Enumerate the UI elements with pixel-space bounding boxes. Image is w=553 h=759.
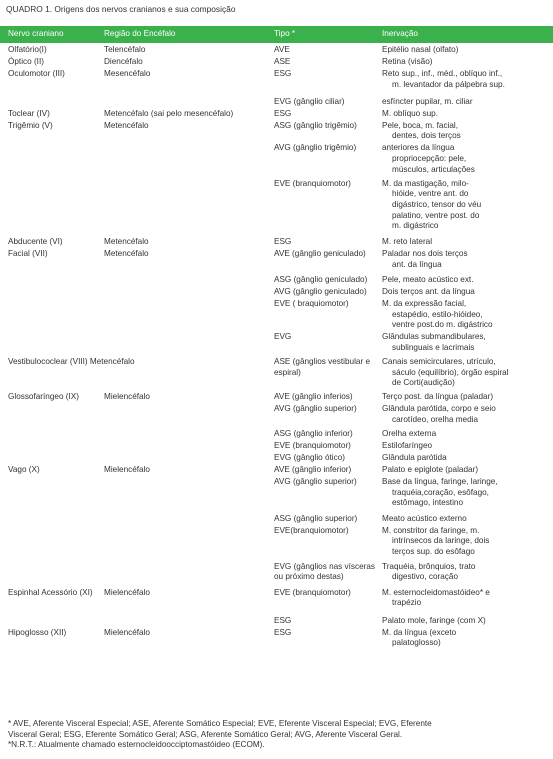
cell-line: AVG (gânglio trigêmio) <box>274 143 357 153</box>
table-row <box>0 69 553 97</box>
cell-line: músculos, articulações <box>392 164 475 174</box>
table-row <box>0 287 553 299</box>
table-row <box>0 588 553 616</box>
cell-nervo <box>8 109 50 120</box>
cell-inervacao <box>382 109 438 120</box>
cell-line: M. esternocleidomastóideo* e <box>382 587 490 597</box>
cell-inervacao <box>382 249 468 270</box>
cell-line: sublinguais e lacrimais <box>392 342 475 352</box>
cell-line: Terço post. da língua (paladar) <box>382 392 494 402</box>
table-row <box>0 97 553 109</box>
cell-line: ESG <box>274 615 292 625</box>
cell-inervacao <box>382 237 432 248</box>
cell-line: Metencéfalo <box>104 120 149 130</box>
cell-line: ESG <box>274 108 292 118</box>
cell-inervacao <box>382 332 486 353</box>
cell-tipo <box>274 69 291 80</box>
cell-tipo <box>274 588 351 599</box>
cell-nervo <box>8 237 63 248</box>
cell-line: hióide, ventre ant. do <box>392 189 469 199</box>
cell-regiao <box>104 249 149 260</box>
cell-line: AVG (gânglio geniculado) <box>274 287 367 297</box>
cell-tipo <box>274 465 351 476</box>
cell-line: EVE (branquiomotor) <box>274 441 351 451</box>
table-row <box>0 441 553 453</box>
table-row <box>0 249 553 275</box>
cell-line: Paladar nos dois terços <box>382 249 468 259</box>
cell-nervo <box>8 45 47 56</box>
cell-line: Mielencéfalo <box>104 627 150 637</box>
cell-inervacao <box>382 275 473 286</box>
cell-line: esfíncter pupilar, m. ciliar <box>382 96 473 106</box>
cell-line: EVG (gânglios nas vísceras <box>274 561 376 571</box>
cell-line: M. constritor da faringe, m. <box>382 525 480 535</box>
table-row <box>0 332 553 357</box>
footnote-line: * AVE, Aferente Visceral Especial; ASE, Aferente Somático Especial; EVE, Eferente Visceral Especial; EVG, Eferente <box>8 719 432 728</box>
cell-line: Hipoglosso (XII) <box>8 627 67 637</box>
cell-line: Estilofaríngeo <box>382 441 433 451</box>
table-row <box>0 429 553 441</box>
cell-line: Vago (X) <box>8 465 40 475</box>
footnote-line: *N.R.T.: Atualmente chamado esternocleidoocciptomastóideo (ECOM). <box>8 740 265 749</box>
cell-tipo <box>274 287 367 298</box>
table-row <box>0 562 553 588</box>
cell-line: Glândula parótida, corpo e seio <box>382 404 496 414</box>
cell-tipo <box>274 237 291 248</box>
header-tipo: Tipo * <box>274 29 296 38</box>
cell-line: M. oblíquo sup. <box>382 108 438 118</box>
cell-line: Abducente (VI) <box>8 237 63 247</box>
cell-line: estômago, intestino <box>392 498 464 508</box>
cell-line: EVE (branquiomotor) <box>274 587 351 597</box>
cell-line: AVE (gânglio inferior) <box>274 465 352 475</box>
cell-line: m. levantador da pálpebra sup. <box>392 79 505 89</box>
table-row <box>0 45 553 57</box>
cell-line: EVG <box>274 332 292 342</box>
cell-inervacao <box>382 588 490 609</box>
table-row <box>0 357 553 392</box>
cell-line: dentes, dois terços <box>392 131 461 141</box>
cell-line: M. reto lateral <box>382 237 433 247</box>
cell-line: Vestibulococlear (VIII) Metencéfalo <box>8 357 135 367</box>
cell-tipo <box>274 109 291 120</box>
cell-line: digestivo, coração <box>392 572 458 582</box>
cell-line: Mesencéfalo <box>104 69 151 78</box>
cell-regiao <box>104 69 150 80</box>
cell-inervacao <box>382 97 473 108</box>
cell-tipo <box>274 429 353 440</box>
cell-line: intrínsecos da laringe, dois <box>392 536 490 546</box>
table-row <box>0 392 553 404</box>
cell-line: Pele, boca, m. facial, <box>382 120 458 130</box>
cell-line: de Corti(audição) <box>392 378 455 388</box>
cell-inervacao <box>382 465 478 476</box>
cell-inervacao <box>382 441 432 452</box>
cell-line: Óptico (II) <box>8 57 44 66</box>
cell-tipo <box>274 97 345 108</box>
cell-nervo <box>8 392 79 403</box>
table-row <box>0 453 553 465</box>
cell-inervacao <box>382 477 498 509</box>
cell-line: palatino, ventre post. do <box>392 210 480 220</box>
cell-tipo <box>274 45 290 56</box>
cell-line: ASG (gânglio inferior) <box>274 429 353 439</box>
cell-line: propriocepção: pele, <box>392 154 467 164</box>
cell-line: Epitélio nasal (olfato) <box>382 45 459 54</box>
cell-line: Orelha externa <box>382 429 437 439</box>
table-row <box>0 237 553 249</box>
cell-line: Pele, meato acústico ext. <box>382 275 474 285</box>
table-row <box>0 526 553 562</box>
cell-line: Diencéfalo <box>104 57 143 66</box>
cell-tipo <box>274 514 357 525</box>
cell-tipo <box>274 57 290 68</box>
cell-line: espiral) <box>274 367 301 377</box>
cell-inervacao <box>382 392 493 403</box>
cell-regiao <box>104 121 149 132</box>
cell-line: M. da língua (exceto <box>382 627 457 637</box>
cell-line: terços sup. do esôfago <box>392 546 475 556</box>
cell-regiao <box>104 465 150 476</box>
cell-tipo <box>274 628 291 639</box>
cell-inervacao <box>382 453 447 464</box>
cell-line: ASG (gânglio superior) <box>274 513 358 523</box>
cell-inervacao <box>382 57 433 68</box>
cell-tipo <box>274 477 357 488</box>
cell-line: Mielencéfalo <box>104 392 150 402</box>
cell-line: Palato mole, faringe (com X) <box>382 615 486 625</box>
cell-line: Base da língua, faringe, laringe, <box>382 477 498 487</box>
cell-line: Glândula parótida <box>382 453 447 463</box>
cell-line: Canais semicirculares, utrículo, <box>382 357 496 367</box>
cell-nervo <box>8 465 40 476</box>
cell-inervacao <box>382 179 481 232</box>
cell-inervacao <box>382 45 458 56</box>
cell-nervo <box>8 588 93 599</box>
table-row <box>0 299 553 332</box>
cell-line: Retina (visão) <box>382 57 433 66</box>
cell-tipo <box>274 526 349 537</box>
cell-inervacao <box>382 299 493 331</box>
cell-tipo <box>274 616 291 627</box>
cell-line: ventre post.do m. digástrico <box>392 320 493 330</box>
cell-regiao <box>104 588 150 599</box>
cell-line: carotídeo, orelha media <box>392 415 479 424</box>
cell-line: Metencéfalo (sai pelo mesencéfalo) <box>104 108 234 118</box>
table-row <box>0 275 553 287</box>
cell-regiao <box>104 109 233 120</box>
table-row <box>0 514 553 526</box>
cell-line: EVG (gânglio ótico) <box>274 453 345 463</box>
cell-line: EVE ( braquiomotor) <box>274 299 349 309</box>
table-row <box>0 628 553 651</box>
header-nervo: Nervo craniano <box>8 29 64 38</box>
cell-tipo <box>274 275 367 286</box>
cell-line: Mielencéfalo <box>104 465 150 475</box>
cell-tipo <box>274 562 375 583</box>
cell-tipo <box>274 179 351 190</box>
cell-tipo <box>274 143 356 154</box>
cell-nervo <box>8 249 48 260</box>
header-inervacao: Inervação <box>382 29 418 38</box>
cell-line: Espinhal Acessório (XI) <box>8 587 93 597</box>
cell-line: Glossofaríngeo (IX) <box>8 392 79 402</box>
cell-inervacao <box>382 143 475 175</box>
cell-regiao <box>104 392 150 403</box>
cell-line: Glândulas submandibulares, <box>382 332 486 342</box>
cell-line: AVE (gânglio geniculado) <box>274 249 366 259</box>
table-header <box>0 26 553 43</box>
cell-line: Dois terços ant. da língua <box>382 287 475 297</box>
cell-line: ASG (gânglio geniculado) <box>274 275 368 285</box>
cell-line: ESG <box>274 237 292 247</box>
cell-line: m. digástrico <box>392 221 439 231</box>
cell-line: AVE <box>274 45 290 54</box>
cell-line: palatoglosso) <box>392 638 441 648</box>
cell-inervacao <box>382 514 467 525</box>
cell-inervacao <box>382 562 475 583</box>
cell-line: trapézio <box>392 598 422 608</box>
cell-tipo <box>274 332 291 343</box>
cell-nervo <box>8 57 44 68</box>
cell-line: ASE <box>274 57 291 66</box>
cell-line: AVG (gânglio superior) <box>274 404 357 414</box>
table-row <box>0 404 553 429</box>
cell-line: M. da expressão facial, <box>382 299 467 309</box>
cell-inervacao <box>382 287 475 298</box>
table-row <box>0 477 553 513</box>
table-row <box>0 57 553 69</box>
table-row <box>0 121 553 144</box>
cell-line: AVG (gânglio superior) <box>274 477 357 487</box>
cell-nervo <box>8 69 65 80</box>
cell-tipo <box>274 249 366 260</box>
cell-inervacao <box>382 404 496 425</box>
cell-regiao <box>104 628 150 639</box>
cell-line: Toclear (IV) <box>8 108 50 118</box>
cell-tipo <box>274 453 345 464</box>
cell-tipo <box>274 441 351 452</box>
cell-line: Mielencéfalo <box>104 587 150 597</box>
cell-inervacao <box>382 628 456 649</box>
footnotes <box>8 719 548 751</box>
cell-line: Reto sup., inf., méd., oblíquo inf., <box>382 69 503 78</box>
cell-line: Traquéia, brônquios, trato <box>382 561 476 571</box>
cell-line: EVE(branquiomotor) <box>274 525 349 535</box>
cell-inervacao <box>382 357 509 389</box>
table-row <box>0 143 553 178</box>
cell-line: ESG <box>274 69 292 78</box>
table-row <box>0 465 553 477</box>
cell-line: ASG (gânglio trigêmio) <box>274 120 357 130</box>
cell-line: Metencéfalo <box>104 249 149 259</box>
cell-inervacao <box>382 121 461 142</box>
cell-inervacao <box>382 526 489 558</box>
cell-line: Metencéfalo <box>104 237 149 247</box>
cell-inervacao <box>382 429 436 440</box>
cell-line: Meato acústico externo <box>382 513 467 523</box>
cell-line: Telencéfalo <box>104 45 146 54</box>
cell-tipo <box>274 299 349 310</box>
cell-line: ou próximo destas) <box>274 572 344 582</box>
cell-line: estapédio, estilo-hióideo, <box>392 309 483 319</box>
footnote-line: Visceral Geral; ESG, Eferente Somático Geral; ASG, Aferente Somático Geral; AVG, Aferente Visceral Geral. <box>8 729 403 739</box>
cell-line: sáculo (equilíbrio), órgão espiral <box>392 367 509 377</box>
cell-tipo <box>274 404 357 415</box>
header-regiao: Região do Encéfalo <box>104 29 176 38</box>
cell-line: M. da mastigação, milo- <box>382 178 469 188</box>
cell-line: Oculomotor (III) <box>8 69 65 78</box>
cell-line: Facial (VII) <box>8 249 48 259</box>
cell-inervacao <box>382 69 505 90</box>
table-caption: QUADRO 1. Origens dos nervos cranianos e sua composição <box>6 4 236 14</box>
cell-line: Palato e epiglote (paladar) <box>382 465 479 475</box>
cell-regiao <box>104 237 149 248</box>
cell-tipo <box>274 357 370 378</box>
cell-inervacao <box>382 616 486 627</box>
cell-nervo <box>8 628 66 639</box>
cell-line: anteriores da língua <box>382 143 455 153</box>
table-row <box>0 616 553 628</box>
cell-line: Trigêmio (V) <box>8 120 53 130</box>
cell-line: AVE (gânglio inferios) <box>274 392 353 402</box>
cell-line: traquéia,coração, esôfago, <box>392 487 489 497</box>
table-body <box>0 45 553 650</box>
cell-regiao <box>104 57 143 68</box>
cell-tipo <box>274 121 357 132</box>
cell-line: ASE (gânglios vestibular e <box>274 357 371 367</box>
cell-regiao <box>104 45 145 56</box>
cell-nervo <box>8 357 135 368</box>
cell-line: Olfatório(I) <box>8 45 47 54</box>
cell-line: ant. da língua <box>392 260 442 270</box>
cell-line: EVE (branquiomotor) <box>274 178 351 188</box>
table-row <box>0 179 553 238</box>
table-row <box>0 109 553 121</box>
cell-tipo <box>274 392 353 403</box>
cell-line: digástrico, tensor do véu <box>392 199 482 209</box>
cell-line: ESG <box>274 627 292 637</box>
cell-nervo <box>8 121 53 132</box>
cell-line: EVG (gânglio ciliar) <box>274 96 345 106</box>
